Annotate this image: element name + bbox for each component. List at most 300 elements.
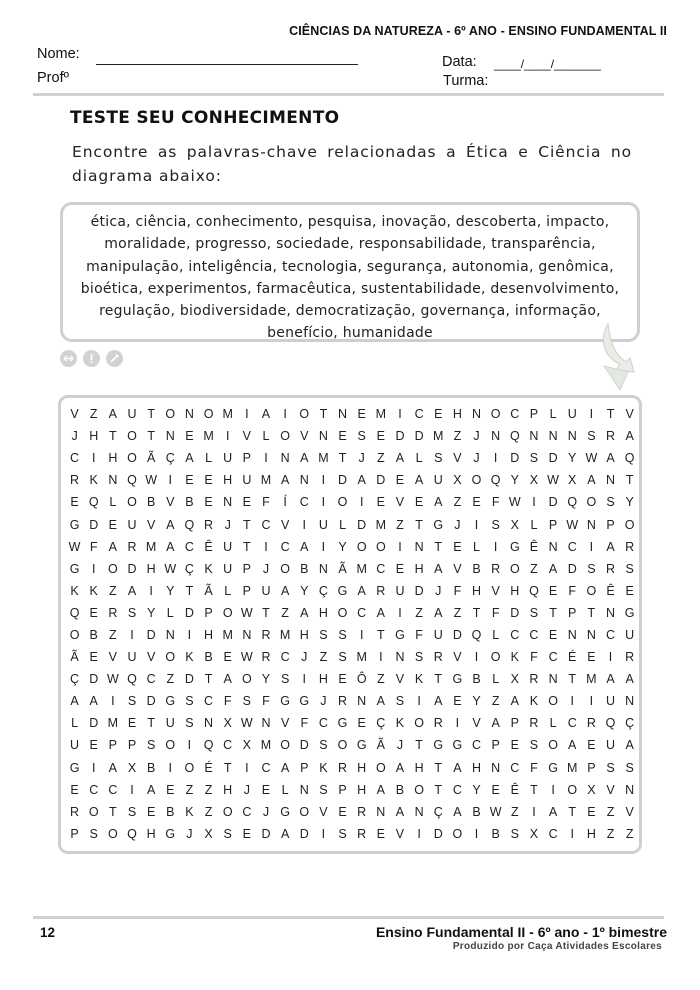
grid-letter[interactable]: N <box>567 429 577 444</box>
grid-letter[interactable]: T <box>147 716 155 731</box>
grid-letter[interactable]: S <box>89 826 98 841</box>
grid-letter[interactable]: Z <box>606 826 615 841</box>
grid-letter[interactable]: T <box>223 760 232 775</box>
grid-letter[interactable]: O <box>452 826 463 841</box>
grid-letter[interactable]: Q <box>127 672 137 687</box>
grid-letter[interactable]: L <box>339 517 347 532</box>
grid-letter[interactable]: S <box>357 429 366 444</box>
grid-letter[interactable]: M <box>356 650 367 665</box>
grid-letter[interactable]: M <box>318 451 329 466</box>
grid-letter[interactable]: U <box>223 539 233 554</box>
grid-letter[interactable]: J <box>262 561 270 576</box>
grid-letter[interactable]: E <box>357 407 366 422</box>
grid-letter[interactable]: I <box>130 627 134 642</box>
grid-letter[interactable]: V <box>491 583 500 598</box>
grid-letter[interactable]: X <box>510 672 519 687</box>
grid-letter[interactable]: S <box>242 694 251 709</box>
grid-letter[interactable]: O <box>127 429 137 444</box>
grid-letter[interactable]: S <box>338 826 347 841</box>
grid-letter[interactable]: N <box>414 539 424 554</box>
grid-letter[interactable]: C <box>510 760 520 775</box>
grid-letter[interactable]: T <box>243 539 251 554</box>
grid-letter[interactable]: R <box>625 650 635 665</box>
grid-letter[interactable]: C <box>280 650 290 665</box>
grid-letter[interactable]: C <box>605 627 616 642</box>
grid-letter[interactable]: T <box>147 407 155 422</box>
grid-letter[interactable]: E <box>376 495 385 510</box>
grid-letter[interactable]: T <box>377 627 385 642</box>
grid-letter[interactable]: O <box>375 760 386 775</box>
grid-letter[interactable]: R <box>70 804 80 819</box>
grid-letter[interactable]: O <box>280 429 290 444</box>
grid-letter[interactable]: E <box>89 650 98 665</box>
grid-letter[interactable]: J <box>243 782 250 797</box>
grid-letter[interactable]: Ê <box>529 539 539 554</box>
grid-letter[interactable]: O <box>241 672 252 687</box>
grid-letter[interactable]: E <box>70 495 79 510</box>
grid-letter[interactable]: B <box>300 561 309 576</box>
grid-letter[interactable]: A <box>510 694 519 709</box>
grid-letter[interactable]: E <box>261 782 271 797</box>
grid-letter[interactable]: N <box>625 694 635 709</box>
grid-letter[interactable]: Ã <box>376 738 385 753</box>
grid-letter[interactable]: A <box>166 539 175 554</box>
grid-letter[interactable]: A <box>625 672 634 687</box>
grid-letter[interactable]: Z <box>204 782 213 797</box>
grid-letter[interactable]: G <box>69 760 80 775</box>
grid-letter[interactable]: N <box>204 716 214 731</box>
grid-letter[interactable]: O <box>222 804 233 819</box>
grid-letter[interactable]: T <box>262 605 270 620</box>
grid-letter[interactable]: Ê <box>606 583 615 598</box>
grid-letter[interactable]: T <box>185 583 194 598</box>
grid-letter[interactable]: H <box>357 782 367 797</box>
grid-letter[interactable]: I <box>168 473 173 488</box>
grid-letter[interactable]: H <box>472 583 482 598</box>
grid-letter[interactable]: É <box>568 650 577 665</box>
grid-letter[interactable]: U <box>70 738 80 753</box>
grid-letter[interactable]: G <box>452 738 463 753</box>
grid-letter[interactable]: O <box>107 561 118 576</box>
grid-letter[interactable]: G <box>280 804 290 819</box>
grid-letter[interactable]: N <box>357 694 367 709</box>
grid-letter[interactable]: W <box>489 804 502 819</box>
grid-letter[interactable]: T <box>568 804 577 819</box>
grid-letter[interactable]: A <box>376 782 385 797</box>
grid-letter[interactable]: V <box>242 429 251 444</box>
grid-letter[interactable]: E <box>242 495 251 510</box>
grid-letter[interactable]: R <box>605 561 616 576</box>
grid-letter[interactable]: O <box>165 650 176 665</box>
grid-letter[interactable]: G <box>452 672 463 687</box>
grid-letter[interactable]: S <box>625 561 634 576</box>
grid-letter[interactable]: M <box>586 672 597 687</box>
grid-letter[interactable]: A <box>300 451 309 466</box>
grid-letter[interactable]: A <box>280 760 290 775</box>
grid-letter[interactable]: N <box>242 627 252 642</box>
grid-letter[interactable]: V <box>280 517 290 532</box>
grid-letter[interactable]: O <box>567 782 578 797</box>
grid-letter[interactable]: L <box>281 782 289 797</box>
pencil-icon[interactable] <box>106 350 123 367</box>
grid-letter[interactable]: N <box>586 627 596 642</box>
grid-letter[interactable]: U <box>605 738 616 753</box>
grid-letter[interactable]: O <box>280 738 290 753</box>
grid-letter[interactable]: K <box>89 583 98 598</box>
grid-letter[interactable]: O <box>127 451 137 466</box>
grid-letter[interactable]: R <box>338 760 348 775</box>
grid-letter[interactable]: D <box>395 429 405 444</box>
grid-letter[interactable]: E <box>491 782 500 797</box>
grid-letter[interactable]: Z <box>453 495 462 510</box>
grid-letter[interactable]: Y <box>510 473 519 488</box>
grid-letter[interactable]: E <box>453 539 462 554</box>
grid-letter[interactable]: A <box>127 583 137 598</box>
grid-letter[interactable]: S <box>146 738 156 753</box>
grid-letter[interactable]: I <box>91 451 96 466</box>
grid-letter[interactable]: P <box>529 407 539 422</box>
grid-letter[interactable]: E <box>395 561 405 576</box>
grid-letter[interactable]: P <box>300 760 309 775</box>
grid-letter[interactable]: I <box>168 760 173 775</box>
grid-letter[interactable]: E <box>204 495 213 510</box>
grid-letter[interactable]: K <box>89 473 98 488</box>
grid-letter[interactable]: M <box>375 517 387 532</box>
grid-letter[interactable]: N <box>223 495 233 510</box>
grid-letter[interactable]: R <box>491 561 501 576</box>
grid-letter[interactable]: N <box>529 429 539 444</box>
grid-letter[interactable]: A <box>453 760 462 775</box>
grid-letter[interactable]: A <box>300 539 309 554</box>
grid-letter[interactable]: W <box>164 561 177 576</box>
grid-letter[interactable]: X <box>529 826 539 841</box>
grid-letter[interactable]: I <box>493 451 498 466</box>
grid-letter[interactable]: M <box>375 407 387 422</box>
grid-letter[interactable]: A <box>434 561 443 576</box>
grid-letter[interactable]: E <box>127 716 137 731</box>
grid-letter[interactable]: P <box>568 605 577 620</box>
grid-letter[interactable]: Z <box>453 605 462 620</box>
grid-letter[interactable]: A <box>606 451 615 466</box>
grid-letter[interactable]: H <box>204 627 214 642</box>
grid-letter[interactable]: O <box>127 495 137 510</box>
grid-letter[interactable]: N <box>567 627 577 642</box>
grid-letter[interactable]: C <box>261 517 271 532</box>
grid-letter[interactable]: O <box>337 495 348 510</box>
grid-letter[interactable]: N <box>625 782 635 797</box>
grid-letter[interactable]: R <box>529 716 539 731</box>
grid-letter[interactable]: J <box>224 517 231 532</box>
grid-letter[interactable]: B <box>89 627 98 642</box>
grid-letter[interactable]: N <box>395 650 405 665</box>
grid-letter[interactable]: Y <box>300 583 309 598</box>
grid-letter[interactable]: B <box>491 826 500 841</box>
grid-letter[interactable]: D <box>510 605 520 620</box>
grid-letter[interactable]: H <box>318 605 328 620</box>
grid-letter[interactable]: U <box>433 627 443 642</box>
grid-letter[interactable]: P <box>242 561 251 576</box>
grid-letter[interactable]: Q <box>127 826 137 841</box>
grid-letter[interactable]: H <box>223 473 233 488</box>
grid-letter[interactable]: I <box>91 561 96 576</box>
grid-letter[interactable]: E <box>625 583 634 598</box>
grid-letter[interactable]: J <box>454 517 461 532</box>
grid-letter[interactable]: A <box>625 738 634 753</box>
grid-letter[interactable]: O <box>414 716 424 731</box>
grid-letter[interactable]: S <box>127 605 137 620</box>
grid-letter[interactable]: N <box>586 517 596 532</box>
grid-letter[interactable]: Z <box>510 804 519 819</box>
grid-letter[interactable]: V <box>108 650 118 665</box>
grid-letter[interactable]: I <box>321 473 326 488</box>
grid-letter[interactable]: R <box>204 517 214 532</box>
grid-letter[interactable]: M <box>260 473 272 488</box>
grid-letter[interactable]: S <box>510 826 519 841</box>
grid-letter[interactable]: O <box>490 407 501 422</box>
grid-letter[interactable]: D <box>510 451 520 466</box>
grid-letter[interactable]: Ç <box>165 451 175 466</box>
grid-letter[interactable]: Y <box>472 782 481 797</box>
grid-letter[interactable]: N <box>184 407 194 422</box>
grid-letter[interactable]: N <box>472 407 482 422</box>
grid-letter[interactable]: E <box>185 429 194 444</box>
grid-letter[interactable]: A <box>491 716 500 731</box>
grid-letter[interactable]: J <box>262 804 270 819</box>
grid-letter[interactable]: X <box>242 738 251 753</box>
grid-letter[interactable]: C <box>548 826 558 841</box>
grid-letter[interactable]: I <box>187 627 192 642</box>
grid-letter[interactable]: G <box>337 583 348 598</box>
grid-letter[interactable]: V <box>146 650 156 665</box>
grid-letter[interactable]: V <box>319 804 328 819</box>
grid-letter[interactable]: W <box>68 539 81 554</box>
grid-letter[interactable]: D <box>146 694 156 709</box>
grid-letter[interactable]: E <box>548 627 558 642</box>
grid-letter[interactable]: A <box>376 605 385 620</box>
grid-letter[interactable]: P <box>491 738 500 753</box>
grid-letter[interactable]: I <box>398 539 402 554</box>
grid-letter[interactable]: Z <box>377 451 385 466</box>
grid-letter[interactable]: E <box>338 804 347 819</box>
grid-letter[interactable]: M <box>279 627 291 642</box>
grid-letter[interactable]: I <box>302 672 306 687</box>
grid-letter[interactable]: Ã <box>338 561 347 576</box>
grid-letter[interactable]: Z <box>625 826 634 841</box>
grid-letter[interactable]: S <box>434 451 443 466</box>
grid-letter[interactable]: C <box>70 451 80 466</box>
grid-letter[interactable]: U <box>625 627 635 642</box>
grid-letter[interactable]: X <box>127 760 137 775</box>
grid-letter[interactable]: I <box>608 650 613 665</box>
grid-letter[interactable]: T <box>549 605 557 620</box>
grid-letter[interactable]: I <box>532 804 536 819</box>
grid-letter[interactable]: P <box>606 517 615 532</box>
grid-letter[interactable]: H <box>414 760 424 775</box>
grid-letter[interactable]: M <box>203 429 214 444</box>
grid-letter[interactable]: W <box>508 495 521 510</box>
grid-letter[interactable]: K <box>529 694 539 709</box>
grid-letter[interactable]: G <box>548 760 558 775</box>
grid-letter[interactable]: Q <box>184 517 195 532</box>
grid-letter[interactable]: Q <box>567 495 578 510</box>
grid-letter[interactable]: I <box>589 539 594 554</box>
grid-letter[interactable]: C <box>146 672 156 687</box>
grid-letter[interactable]: U <box>223 561 233 576</box>
grid-letter[interactable]: W <box>240 605 253 620</box>
grid-letter[interactable]: É <box>204 760 213 775</box>
grid-letter[interactable]: A <box>434 605 443 620</box>
grid-letter[interactable]: C <box>318 716 328 731</box>
grid-letter[interactable]: Y <box>568 451 577 466</box>
grid-letter[interactable]: T <box>109 804 117 819</box>
grid-letter[interactable]: L <box>205 451 213 466</box>
grid-letter[interactable]: O <box>165 407 176 422</box>
grid-letter[interactable]: H <box>357 760 367 775</box>
grid-letter[interactable]: K <box>510 650 519 665</box>
grid-letter[interactable]: K <box>185 804 194 819</box>
grid-letter[interactable]: I <box>532 495 536 510</box>
grid-letter[interactable]: J <box>473 451 480 466</box>
grid-letter[interactable]: X <box>587 782 596 797</box>
grid-letter[interactable]: Z <box>281 605 289 620</box>
grid-letter[interactable]: G <box>280 694 290 709</box>
grid-letter[interactable]: S <box>587 561 596 576</box>
grid-letter[interactable]: H <box>108 451 118 466</box>
grid-letter[interactable]: A <box>414 473 424 488</box>
grid-letter[interactable]: E <box>89 605 98 620</box>
grid-letter[interactable]: Q <box>509 429 520 444</box>
grid-letter[interactable]: O <box>375 539 386 554</box>
grid-letter[interactable]: C <box>261 760 271 775</box>
grid-letter[interactable]: W <box>585 451 598 466</box>
grid-letter[interactable]: I <box>111 694 115 709</box>
grid-letter[interactable]: E <box>376 826 385 841</box>
grid-letter[interactable]: Ã <box>204 583 213 598</box>
grid-letter[interactable]: H <box>586 826 596 841</box>
grid-letter[interactable]: S <box>319 782 328 797</box>
grid-letter[interactable]: X <box>510 517 519 532</box>
grid-letter[interactable]: A <box>70 694 79 709</box>
grid-letter[interactable]: B <box>472 561 481 576</box>
grid-letter[interactable]: P <box>338 782 347 797</box>
grid-letter[interactable]: I <box>302 517 306 532</box>
grid-letter[interactable]: T <box>434 539 443 554</box>
grid-letter[interactable]: A <box>587 473 596 488</box>
grid-letter[interactable]: I <box>398 605 402 620</box>
grid-letter[interactable]: O <box>356 539 367 554</box>
grid-letter[interactable]: A <box>453 804 462 819</box>
grid-letter[interactable]: C <box>472 738 482 753</box>
grid-letter[interactable]: Ã <box>146 451 156 466</box>
grid-letter[interactable]: P <box>70 826 79 841</box>
grid-letter[interactable]: T <box>434 760 443 775</box>
grid-letter[interactable]: O <box>107 826 118 841</box>
grid-letter[interactable]: L <box>549 716 557 731</box>
grid-letter[interactable]: I <box>570 694 574 709</box>
grid-letter[interactable]: A <box>108 539 118 554</box>
info-icon[interactable] <box>83 350 100 367</box>
grid-letter[interactable]: I <box>417 826 421 841</box>
grid-letter[interactable]: A <box>223 672 232 687</box>
grid-letter[interactable]: L <box>262 429 270 444</box>
grid-letter[interactable]: V <box>280 716 290 731</box>
grid-letter[interactable]: J <box>358 451 365 466</box>
grid-letter[interactable]: I <box>264 451 268 466</box>
grid-letter[interactable]: A <box>395 804 405 819</box>
grid-letter[interactable]: H <box>299 627 309 642</box>
grid-letter[interactable]: I <box>589 694 594 709</box>
grid-letter[interactable]: E <box>338 672 347 687</box>
grid-letter[interactable]: N <box>280 451 290 466</box>
grid-letter[interactable]: Q <box>127 473 137 488</box>
grid-letter[interactable]: T <box>568 672 577 687</box>
grid-letter[interactable]: R <box>127 539 137 554</box>
grid-letter[interactable]: C <box>184 539 194 554</box>
grid-letter[interactable]: Í <box>283 495 287 510</box>
grid-letter[interactable]: I <box>283 407 287 422</box>
grid-letter[interactable]: K <box>414 672 424 687</box>
grid-letter[interactable]: G <box>165 694 176 709</box>
grid-letter[interactable]: T <box>472 605 481 620</box>
grid-letter[interactable]: H <box>472 760 482 775</box>
grid-letter[interactable]: U <box>127 650 137 665</box>
grid-letter[interactable]: D <box>452 627 462 642</box>
grid-letter[interactable]: C <box>414 407 424 422</box>
grid-letter[interactable]: O <box>490 650 501 665</box>
grid-letter[interactable]: L <box>166 605 174 620</box>
grid-letter[interactable]: A <box>548 804 558 819</box>
grid-letter[interactable]: V <box>70 407 79 422</box>
grid-letter[interactable]: I <box>570 826 574 841</box>
grid-letter[interactable]: I <box>474 517 479 532</box>
grid-letter[interactable]: G <box>395 627 405 642</box>
grid-letter[interactable]: J <box>71 429 78 444</box>
grid-letter[interactable]: U <box>433 473 443 488</box>
grid-letter[interactable]: F <box>223 694 232 709</box>
grid-letter[interactable]: Z <box>396 517 404 532</box>
grid-letter[interactable]: Q <box>471 627 482 642</box>
grid-letter[interactable]: V <box>453 451 462 466</box>
grid-letter[interactable]: C <box>567 539 577 554</box>
grid-letter[interactable]: A <box>357 473 366 488</box>
grid-letter[interactable]: O <box>203 407 214 422</box>
grid-letter[interactable]: R <box>338 694 348 709</box>
grid-letter[interactable]: A <box>434 694 443 709</box>
grid-letter[interactable]: V <box>395 495 405 510</box>
grid-letter[interactable]: G <box>165 826 176 841</box>
grid-letter[interactable]: H <box>452 407 462 422</box>
grid-letter[interactable]: E <box>223 650 232 665</box>
grid-letter[interactable]: J <box>186 826 193 841</box>
grid-letter[interactable]: C <box>357 605 367 620</box>
grid-letter[interactable]: W <box>145 473 158 488</box>
grid-letter[interactable]: W <box>566 517 579 532</box>
grid-letter[interactable]: I <box>417 694 421 709</box>
grid-letter[interactable]: C <box>280 539 290 554</box>
grid-letter[interactable]: I <box>359 627 364 642</box>
grid-letter[interactable]: G <box>624 605 635 620</box>
grid-letter[interactable]: S <box>606 760 615 775</box>
grid-letter[interactable]: F <box>262 495 270 510</box>
grid-letter[interactable]: K <box>70 583 79 598</box>
grid-letter[interactable]: P <box>108 738 118 753</box>
grid-letter[interactable]: N <box>338 407 348 422</box>
grid-letter[interactable]: F <box>453 583 462 598</box>
grid-letter[interactable]: I <box>225 429 230 444</box>
grid-letter[interactable]: E <box>146 804 156 819</box>
grid-letter[interactable]: T <box>147 429 155 444</box>
grid-letter[interactable]: S <box>625 760 634 775</box>
